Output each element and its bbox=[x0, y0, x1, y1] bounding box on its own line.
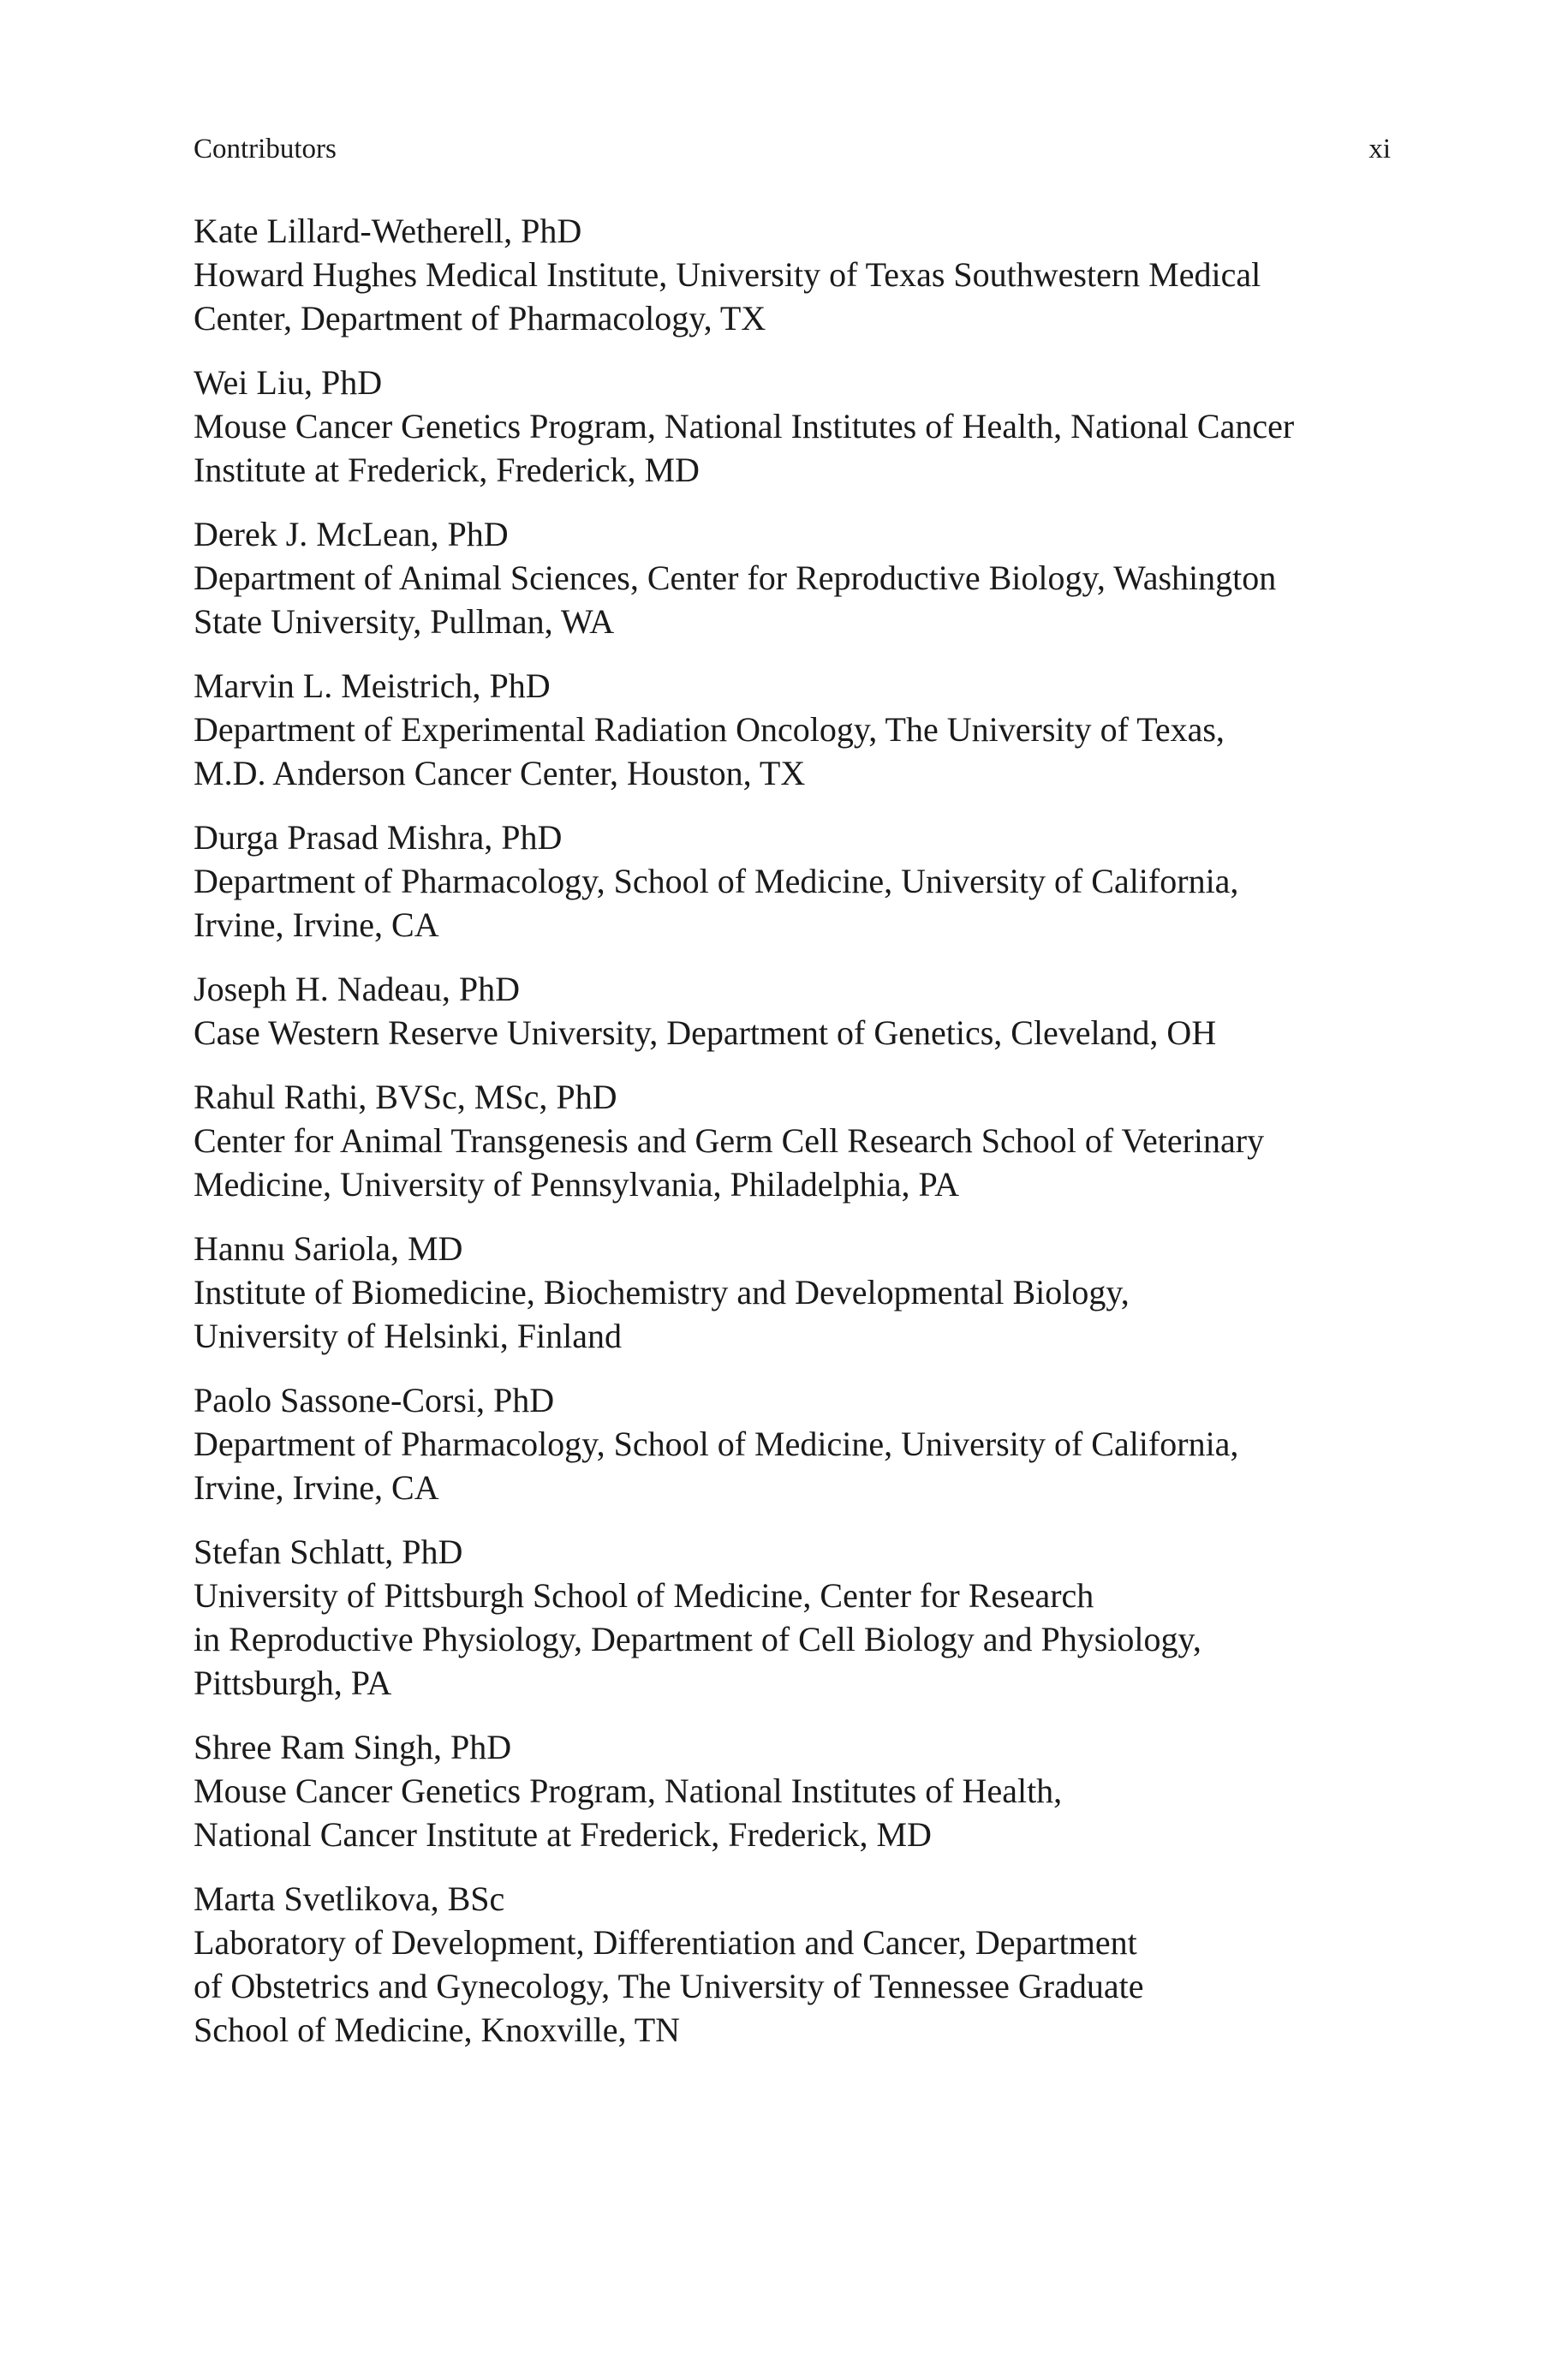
contributor-affiliation-line: M.D. Anderson Cancer Center, Houston, TX bbox=[194, 754, 806, 792]
contributor-affiliation-line: Center for Animal Transgenesis and Germ Cell Research School of Veterinary bbox=[194, 1121, 1265, 1160]
contributor-affiliation-line: Mouse Cancer Genetics Program, National Institutes of Health, bbox=[194, 1772, 1063, 1810]
contributor-name: Derek J. McLean, PhD bbox=[194, 515, 509, 553]
contributor-affiliation-line: Medicine, University of Pennsylvania, Philadelphia, PA bbox=[194, 1165, 959, 1204]
section-title: Contributors bbox=[194, 134, 337, 164]
contributor-affiliation-line: Irvine, Irvine, CA bbox=[194, 1468, 439, 1507]
contributor-name: Joseph H. Nadeau, PhD bbox=[194, 970, 521, 1008]
contributor-affiliation-line: Department of Pharmacology, School of Medicine, University of California, bbox=[194, 862, 1239, 900]
contributor-entry bbox=[194, 1075, 1410, 1206]
contributor-affiliation-line: Department of Experimental Radiation Oncology, The University of Texas, bbox=[194, 710, 1225, 749]
contributor-entry bbox=[194, 664, 1410, 795]
contributor-affiliation-line: National Cancer Institute at Frederick, Frederick, MD bbox=[194, 1815, 932, 1854]
running-head bbox=[194, 130, 1391, 168]
contributor-entry bbox=[194, 1877, 1410, 2052]
contributor-affiliation-line: Howard Hughes Medical Institute, University of Texas Southwestern Medical bbox=[194, 255, 1261, 294]
contributor-entry bbox=[194, 1725, 1410, 1856]
contributor-name: Wei Liu, PhD bbox=[194, 363, 383, 402]
contributor-affiliation-line: Case Western Reserve University, Department of Genetics, Cleveland, OH bbox=[194, 1013, 1217, 1052]
contributor-name: Kate Lillard-Wetherell, PhD bbox=[194, 212, 582, 250]
contributor-name: Marvin L. Meistrich, PhD bbox=[194, 666, 551, 705]
contributor-entry bbox=[194, 361, 1410, 492]
contributor-name: Durga Prasad Mishra, PhD bbox=[194, 818, 563, 857]
contributor-affiliation-line: Institute at Frederick, Frederick, MD bbox=[194, 451, 700, 489]
contributor-affiliation-line: Department of Pharmacology, School of Medicine, University of California, bbox=[194, 1425, 1239, 1463]
page-number: xi bbox=[1368, 134, 1391, 164]
contributor-entry bbox=[194, 1378, 1410, 1509]
contributor-entry bbox=[194, 816, 1410, 947]
contributor-entry bbox=[194, 209, 1410, 340]
contributor-affiliation-line: University of Helsinki, Finland bbox=[194, 1317, 622, 1355]
contributor-affiliation-line: School of Medicine, Knoxville, TN bbox=[194, 2011, 681, 2049]
contributor-affiliation-line: in Reproductive Physiology, Department of Cell Biology and Physiology, bbox=[194, 1620, 1201, 1658]
contributor-affiliation-line: Laboratory of Development, Differentiation and Cancer, Department bbox=[194, 1923, 1137, 1962]
contributor-name: Marta Svetlikova, BSc bbox=[194, 1879, 505, 1918]
contributor-affiliation-line: Institute of Biomedicine, Biochemistry and Developmental Biology, bbox=[194, 1273, 1130, 1311]
contributor-affiliation-line: Center, Department of Pharmacology, TX bbox=[194, 299, 766, 338]
contributor-list bbox=[194, 209, 1410, 2072]
contributor-affiliation-line: University of Pittsburgh School of Medicine, Center for Research bbox=[194, 1576, 1094, 1615]
contributor-name: Hannu Sariola, MD bbox=[194, 1229, 463, 1268]
contributor-entry bbox=[194, 1227, 1410, 1358]
contributor-name: Paolo Sassone-Corsi, PhD bbox=[194, 1381, 555, 1419]
contributor-affiliation-line: Irvine, Irvine, CA bbox=[194, 905, 439, 944]
contributor-affiliation-line: of Obstetrics and Gynecology, The University of Tennessee Graduate bbox=[194, 1967, 1144, 2005]
contributor-affiliation-line: Mouse Cancer Genetics Program, National Institutes of Health, National Cancer bbox=[194, 407, 1295, 445]
contributor-affiliation-line: State University, Pullman, WA bbox=[194, 602, 615, 641]
contributor-entry bbox=[194, 1530, 1410, 1705]
contributor-affiliation-line: Pittsburgh, PA bbox=[194, 1664, 392, 1702]
contributor-name: Stefan Schlatt, PhD bbox=[194, 1533, 463, 1571]
contributor-entry bbox=[194, 967, 1410, 1055]
contributor-name: Rahul Rathi, BVSc, MSc, PhD bbox=[194, 1078, 617, 1116]
contributor-affiliation-line: Department of Animal Sciences, Center for Reproductive Biology, Washington bbox=[194, 559, 1277, 597]
contributor-entry bbox=[194, 512, 1410, 643]
contributor-name: Shree Ram Singh, PhD bbox=[194, 1728, 512, 1766]
